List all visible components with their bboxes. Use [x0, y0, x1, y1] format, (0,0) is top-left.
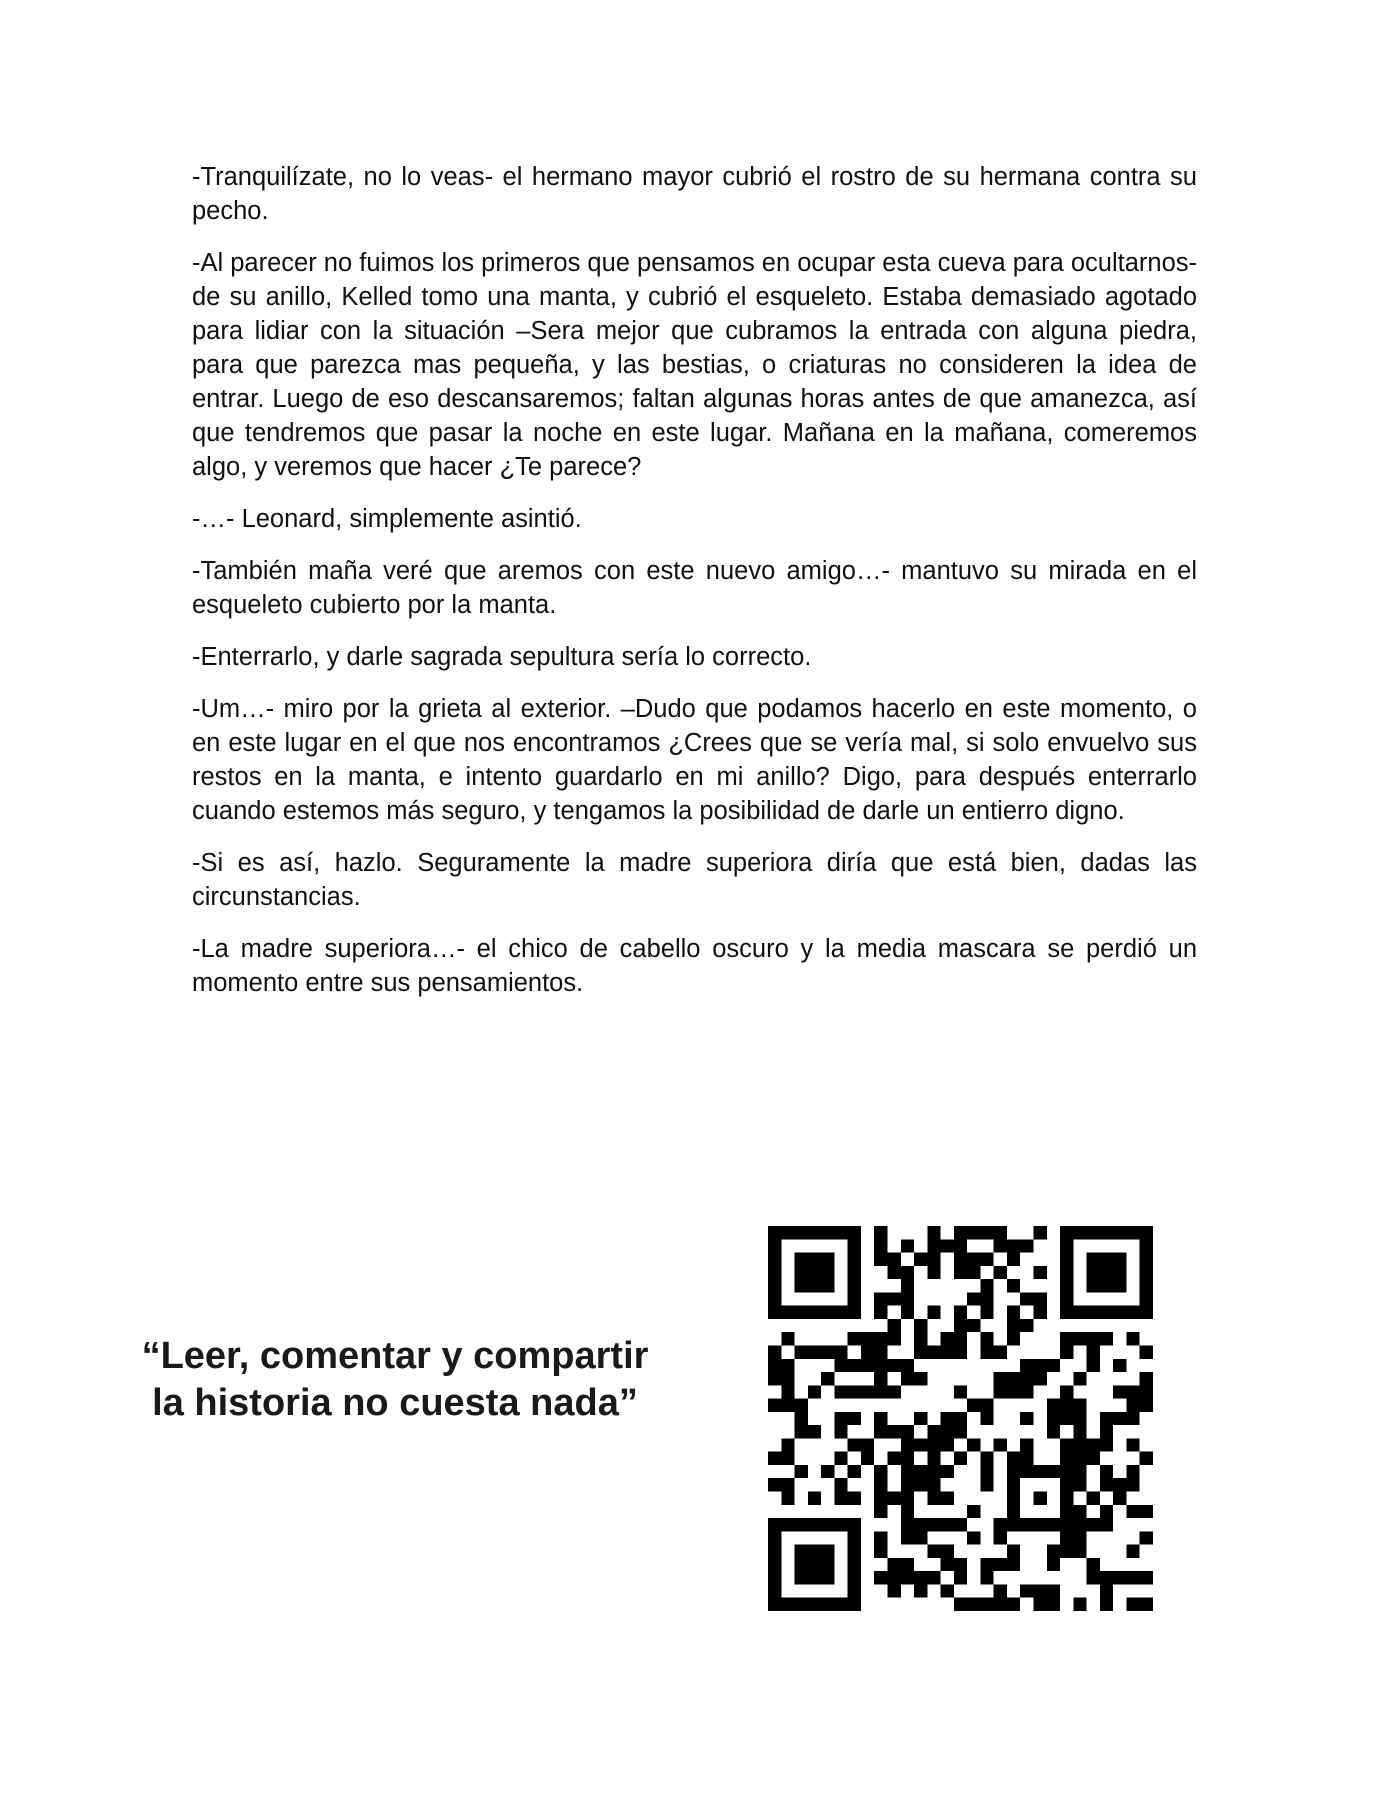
paragraph-8: -La madre superiora…- el chico de cabello oscuro y la media mascara se perdió un momento entre sus pensamientos. [192, 935, 1197, 997]
paragraph-5: -Enterrarlo, y darle sagrada sepultura sería lo correcto. [192, 643, 812, 671]
qr-code-graphic [768, 1226, 1153, 1611]
qr-code-icon[interactable] [768, 1226, 1153, 1611]
story-text [192, 160, 1197, 1018]
promo-slogan [95, 1333, 695, 1427]
paragraph-1: -Tranquilízate, no lo veas- el hermano mayor cubrió el rostro de su hermana contra su pecho. [192, 163, 1197, 225]
paragraph-2: -Al parecer no fuimos los primeros que pensamos en ocupar esta cueva para ocultarnos- de su anillo, Kelled tomo una manta, y cubrió el esqueleto. Estaba demasiado agotado para lidiar con la situación –Sera mejor que cubramos la entrada con alguna piedra, para que parezca mas pequeña, y las bestias, o criaturas no consideren la idea de entrar. Luego de eso descansaremos; faltan algunas horas antes de que amanezca, así que tendremos que pasar la noche en este lugar. Mañana en la mañana, comeremos algo, y veremos que hacer ¿Te parece? [192, 249, 1197, 481]
paragraph-6: -Um…- miro por la grieta al exterior. –Dudo que podamos hacerlo en este momento, o en este lugar en el que nos encontramos ¿Crees que se vería mal, si solo envuelvo sus restos en la manta, e intento guardarlo en mi anillo? Digo, para después enterrarlo cuando estemos más seguro, y tengamos la posibilidad de darle un entierro digno. [192, 695, 1197, 825]
slogan-line-2: la historia no cuesta nada” [152, 1382, 638, 1424]
paragraph-3: -…- Leonard, simplemente asintió. [192, 505, 582, 533]
paragraph-4: -También maña veré que aremos con este nuevo amigo…- mantuvo su mirada en el esqueleto cubierto por la manta. [192, 557, 1197, 619]
slogan-line-1: “Leer, comentar y compartir [141, 1335, 649, 1377]
paragraph-7: -Si es así, hazlo. Seguramente la madre superiora diría que está bien, dadas las circunstancias. [192, 849, 1197, 911]
